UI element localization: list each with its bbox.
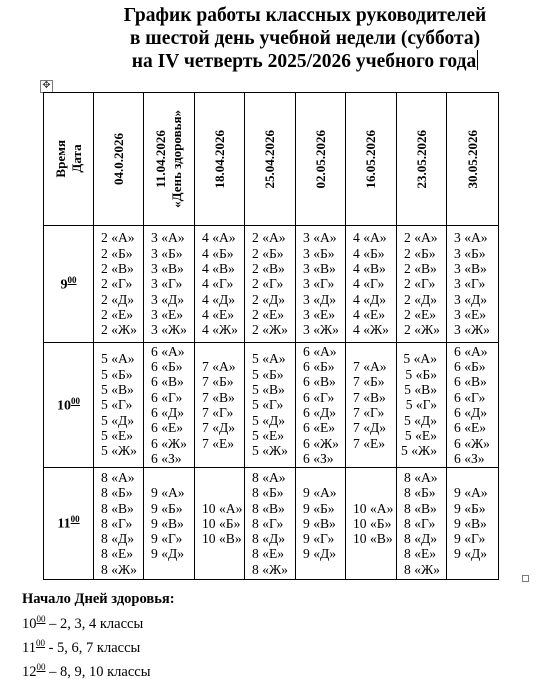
class-list-cell [195,343,245,468]
class-item: 3 «В» [303,261,336,277]
class-item: 3 «Г» [303,276,335,292]
class-item: 8 «А» [404,469,438,485]
class-item: 6 «З» [454,450,485,466]
time-minutes: 00 [67,274,77,285]
table-move-handle-icon[interactable]: ✥ [40,80,53,93]
class-item: 5 «Д» [403,412,437,428]
class-list-cell [144,468,195,580]
class-item: 3 «В» [454,261,487,277]
class-item: 5 «А» [252,351,286,367]
class-item: 5 «Б» [101,366,133,382]
time-slot-row [44,226,499,343]
class-item: 5 «В» [404,382,437,398]
class-list-cell [346,343,397,468]
class-item: 5 «А» [101,351,135,367]
date-label: 23.05.2026 [413,129,429,189]
class-item: 8 «Ж» [101,561,137,577]
class-item: 6 «Ж» [151,435,187,451]
class-list-cell [346,226,397,343]
class-item: 10 «Б» [202,515,241,531]
date-label: 11.04.2026 [153,130,168,188]
class-item: 6 «А» [151,343,185,359]
class-list-cell [94,226,144,343]
class-item: 4 «Г» [202,276,234,292]
start-minutes: 00 [36,613,46,624]
class-item: 2 «Б» [252,245,284,261]
class-item: 8 «В» [404,500,437,516]
class-item: 8 «Г» [252,515,284,531]
class-item: 3 «Б» [151,245,183,261]
class-item: 3 «Д» [454,291,488,307]
class-item: 9 «В» [303,515,336,531]
class-item: 7 «Б» [202,374,234,390]
class-item: 8 «А» [252,469,286,485]
class-item: 2 «А» [404,230,438,246]
class-item: 8 «Е» [101,546,134,562]
class-item: 5 «Ж» [401,443,437,459]
class-item: 7 «Д» [202,420,236,436]
class-item: 4 «В» [202,261,235,277]
start-hour: 10 [22,615,37,632]
class-item: 4 «Ж» [353,322,389,338]
class-item: 5 «Г» [101,397,133,413]
class-item: 2 «Г» [101,276,133,292]
class-item: 6 «В» [151,374,184,390]
class-item: 7 «Е» [202,435,235,451]
start-minutes: 00 [36,662,46,673]
date-header-cell [296,93,346,226]
class-item: 2 «Ж» [404,322,440,338]
date-note: «День здоровья» [169,110,184,208]
class-item: 5 «Ж» [101,443,137,459]
class-list-cell [94,468,144,580]
class-item: 2 «Ж» [252,322,288,338]
class-item: 3 «Д» [303,291,337,307]
time-cell [44,226,94,343]
class-item: 8 «Д» [252,531,286,547]
class-item: 2 «Д» [252,291,286,307]
time-slot-row [44,468,499,580]
class-list-cell [447,343,499,468]
class-list-cell [195,468,245,580]
date-header-cell [94,93,144,226]
date-label: 16.05.2026 [363,129,378,189]
class-item: 8 «Е» [252,546,285,562]
class-item: 3 «Ж» [151,322,187,338]
grades-text: – 2, 3, 4 классы [45,615,144,632]
class-item: 2 «Д» [404,291,438,307]
start-hour: 11 [22,639,36,656]
class-item: 9 «Б» [454,500,486,516]
class-item: 5 «Б» [252,366,284,382]
header-corner-cell [44,93,94,226]
class-item: 6 «А» [303,343,337,359]
class-item: 3 «Ж» [303,322,339,338]
class-item: 9 «Д» [151,546,185,562]
date-label: 30.05.2026 [464,129,480,189]
class-item: 6 «Е» [303,420,336,436]
class-list-cell [447,226,499,343]
class-item: 4 «Ж» [202,322,238,338]
class-item: 3 «Е» [454,306,487,322]
class-item: 8 «Ж» [404,561,440,577]
health-days-line [22,634,175,658]
class-item: 2 «В» [101,261,134,277]
class-item: 7 «Б» [353,374,385,390]
date-header-cell [245,93,296,226]
class-item: 2 «Е» [101,306,134,322]
class-item: 7 «А» [202,359,236,375]
class-item: 3 «Г» [454,276,486,292]
class-item: 9 «Г» [151,531,183,547]
time-hour: 11 [57,516,71,532]
class-list-cell [144,226,195,343]
class-item: 2 «Е» [252,306,285,322]
class-list-cell [397,226,447,343]
class-item: 2 «А» [252,230,286,246]
class-item: 4 «Е» [202,306,235,322]
table-resize-handle[interactable] [522,575,529,582]
time-hour: 9 [60,277,68,293]
health-days-heading: Начало Дней здоровья: [22,591,175,607]
class-item: 3 «А» [303,230,337,246]
class-item: 6 «Б» [454,359,486,375]
class-item: 4 «Д» [353,291,387,307]
class-item: 5 «Ж» [252,443,288,459]
class-item: 2 «Г» [252,276,284,292]
class-item: 7 «Г» [353,405,385,420]
class-item: 6 «Е» [454,420,487,436]
class-item: 2 «Д» [101,291,135,307]
title-line-3-text: на IV четверть 2025/2026 учебного года [131,51,477,72]
time-minutes: 00 [70,514,80,525]
class-item: 4 «Б» [353,245,385,261]
class-item: 8 «Д» [101,531,135,547]
class-item: 2 «А» [101,230,135,246]
class-item: 9 «Г» [454,531,486,547]
health-days-line [22,658,175,682]
date-label: 04.0.2026 [110,133,126,185]
class-list-cell [94,343,144,468]
class-item: 7 «Г» [202,405,234,420]
date-label: 25.04.2026 [262,129,277,189]
class-item: 2 «Е» [404,306,437,322]
class-item: 5 «Е» [101,427,134,443]
class-item: 10 «В» [353,531,393,547]
class-item: 9 «А» [151,485,185,501]
title-line-2: в шестой день учебной недели (суббота) [129,28,481,49]
class-item: 3 «Ж» [454,322,490,338]
class-item: 3 «Б» [303,245,335,261]
class-item: 10 «Б» [353,515,392,531]
time-slot-row [44,343,499,468]
class-list-cell [245,468,296,580]
class-item: 8 «Г» [101,515,133,531]
class-item: 9 «А» [303,485,337,501]
class-item: 3 «Г» [151,276,183,292]
schedule-table [43,92,499,580]
class-item: 6 «З» [151,450,182,466]
class-item: 3 «Б» [454,245,486,261]
class-item: 3 «А» [151,230,185,246]
class-item: 10 «В» [202,531,242,547]
time-cell [44,468,94,580]
start-minutes: 00 [35,637,45,648]
class-item: 6 «Д» [151,405,185,420]
class-list-cell [296,468,346,580]
class-item: 8 «Г» [404,515,436,531]
class-item: 2 «Ж» [101,322,137,338]
class-item: 6 «А» [454,343,488,359]
class-item: 2 «Б» [404,245,436,261]
class-item: 6 «В» [454,374,487,390]
class-item: 4 «Б» [202,245,234,261]
class-item: 7 «В» [353,389,386,405]
class-item: 8 «В» [252,500,285,516]
grades-text: – 8, 9, 10 классы [45,663,151,680]
class-item: 8 «Ж» [252,561,288,577]
title-line-1: График работы классных руководителей [123,5,487,26]
date-label: 18.04.2026 [211,129,227,189]
class-item: 4 «Д» [202,291,236,307]
class-item: 7 «Д» [353,420,387,436]
class-item: 6 «Ж» [303,435,339,451]
health-days-note [22,590,175,682]
class-item: 2 «В» [404,261,437,277]
class-item: 5 «Д» [252,412,286,428]
class-item: 9 «Д» [454,546,488,562]
class-list-cell [296,343,346,468]
class-item: 6 «Д» [454,405,488,420]
class-item: 9 «А» [454,485,488,501]
class-item: 4 «А» [202,230,236,246]
class-item: 5 «В» [101,382,134,398]
time-hour: 10 [57,398,71,414]
title-line-3 [90,50,520,73]
class-item: 6 «Б» [151,359,183,375]
class-item: 8 «А» [101,469,135,485]
class-item: 9 «В» [454,515,487,531]
date-header-cell [346,93,397,226]
class-item: 5 «В» [252,382,285,398]
class-item: 10 «А» [353,500,394,516]
corner-date-label: Дата [68,144,84,174]
class-item: 2 «В» [252,261,285,277]
class-list-cell [397,468,447,580]
class-item: 7 «Е» [353,435,386,451]
health-days-line [22,610,175,634]
class-item: 7 «А» [353,359,387,375]
class-item: 3 «Е» [303,306,336,322]
class-item: 5 «Е» [404,427,437,443]
class-list-cell [144,343,195,468]
class-item: 5 «Г» [405,397,437,413]
class-list-cell [346,468,397,580]
class-item: 4 «В» [353,261,386,277]
date-header-cell [447,93,499,226]
class-item: 5 «Г» [252,397,284,413]
class-item: 10 «А» [202,500,243,516]
class-item: 5 «Е» [252,427,285,443]
class-item: 9 «Б» [303,500,335,516]
time-minutes: 00 [71,395,80,406]
class-item: 6 «З» [303,450,334,466]
class-item: 8 «Б» [404,485,436,501]
class-item: 5 «Д» [101,412,135,428]
class-item: 2 «Б» [101,245,133,261]
class-item: 6 «Б» [303,359,335,375]
class-item: 9 «Б» [151,500,183,516]
class-list-cell [447,468,499,580]
class-list-cell [245,343,296,468]
class-item: 4 «Е» [353,306,386,322]
class-item: 8 «Е» [404,546,437,562]
class-item: 7 «В» [202,389,235,405]
class-item: 8 «Д» [404,531,438,547]
class-item: 5 «Б» [405,366,437,382]
class-list-cell [296,226,346,343]
start-hour: 12 [22,663,37,680]
corner-time-label: Время [52,140,68,178]
class-list-cell [397,343,447,468]
class-item: 6 «В» [303,374,336,390]
class-list-cell [195,226,245,343]
class-item: 6 «Ж» [454,435,490,451]
class-item: 6 «Е» [151,420,184,436]
date-header-cell [144,93,195,226]
class-item: 6 «Д» [303,405,337,420]
class-item: 3 «А» [454,230,488,246]
class-item: 6 «Г» [151,389,183,405]
class-item: 3 «Д» [151,291,185,307]
class-list-cell [245,226,296,343]
header-row [44,93,499,226]
class-item: 6 «Г» [454,389,486,405]
text-cursor [477,50,478,70]
class-item: 9 «В» [151,515,184,531]
time-cell [44,343,94,468]
class-item: 9 «Д» [303,546,337,562]
class-item: 3 «В» [151,261,184,277]
date-header-cell [397,93,447,226]
document-title [90,4,520,73]
class-item: 4 «А» [353,230,387,246]
class-item: 2 «Г» [404,276,436,292]
class-item: 6 «Г» [303,389,335,405]
class-item: 5 «А» [403,351,437,367]
class-item: 8 «Б» [252,485,284,501]
class-item: 9 «Г» [303,531,335,547]
class-item: 3 «Е» [151,306,184,322]
date-header-cell [195,93,245,226]
grades-text: - 5, 6, 7 классы [44,639,141,656]
class-item: 4 «Г» [353,276,385,292]
date-label: 02.05.2026 [312,129,328,189]
class-item: 8 «В» [101,500,134,516]
class-item: 8 «Б» [101,485,133,501]
